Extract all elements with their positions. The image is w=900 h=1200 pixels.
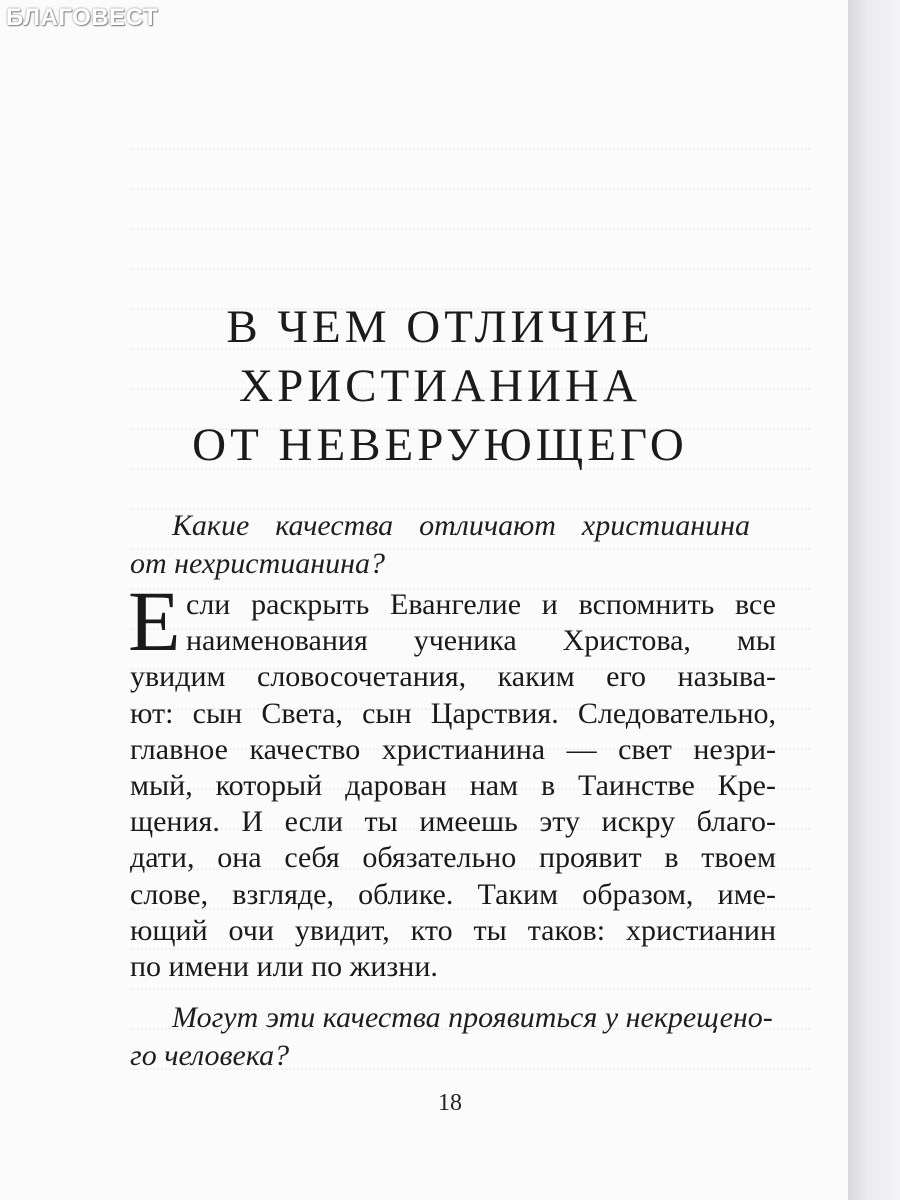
paragraph-line: увидим словосочетания, каким его называ- <box>130 660 776 694</box>
watermark-logo: БЛАГОВЕСТ <box>6 4 159 31</box>
page-number: 18 <box>438 1090 462 1116</box>
paragraph-line: наименования ученика Христова, мы <box>186 624 776 658</box>
paragraph-line: ют: сын Света, сын Царствия. Следовательно, <box>130 696 776 730</box>
question-line: Могут эти качества проявиться у некрещено- <box>172 1001 773 1034</box>
paragraph-line: щения. И если ты имеешь эту искру благо- <box>130 805 776 839</box>
paragraph-line: по имени или по жизни. <box>130 949 438 983</box>
chapter-title-line: ОТ НЕВЕРУЮЩЕГО <box>192 419 688 471</box>
question-line: Какие качества отличают христианина <box>172 509 750 542</box>
paragraph-line: главное качество христианина — свет незри- <box>130 732 776 766</box>
paragraph-line: сли раскрыть Евангелие и вспомнить все <box>186 588 776 621</box>
drop-cap: Е <box>128 573 181 669</box>
chapter-title <box>140 298 740 475</box>
paragraph-line: мый, который дарован нам в Таинстве Кре- <box>130 768 776 802</box>
question-line: го человека? <box>130 1039 290 1072</box>
paragraph-line: дати, она себя обязательно проявит в твоем <box>130 841 776 875</box>
chapter-title-line: В ЧЕМ ОТЛИЧИЕ <box>226 301 654 353</box>
paragraph-line: ющий очи увидит, кто ты таков: христианин <box>130 913 776 947</box>
chapter-title-line: ХРИСТИАНИНА <box>239 360 641 412</box>
page-edge <box>848 0 900 1200</box>
question-line: от нехристианина? <box>130 547 386 580</box>
question-heading <box>130 999 773 1075</box>
paragraph-line: слове, взгляде, облике. Таким образом, име- <box>130 877 776 911</box>
answer-paragraph <box>130 587 776 985</box>
question-heading <box>130 507 750 583</box>
